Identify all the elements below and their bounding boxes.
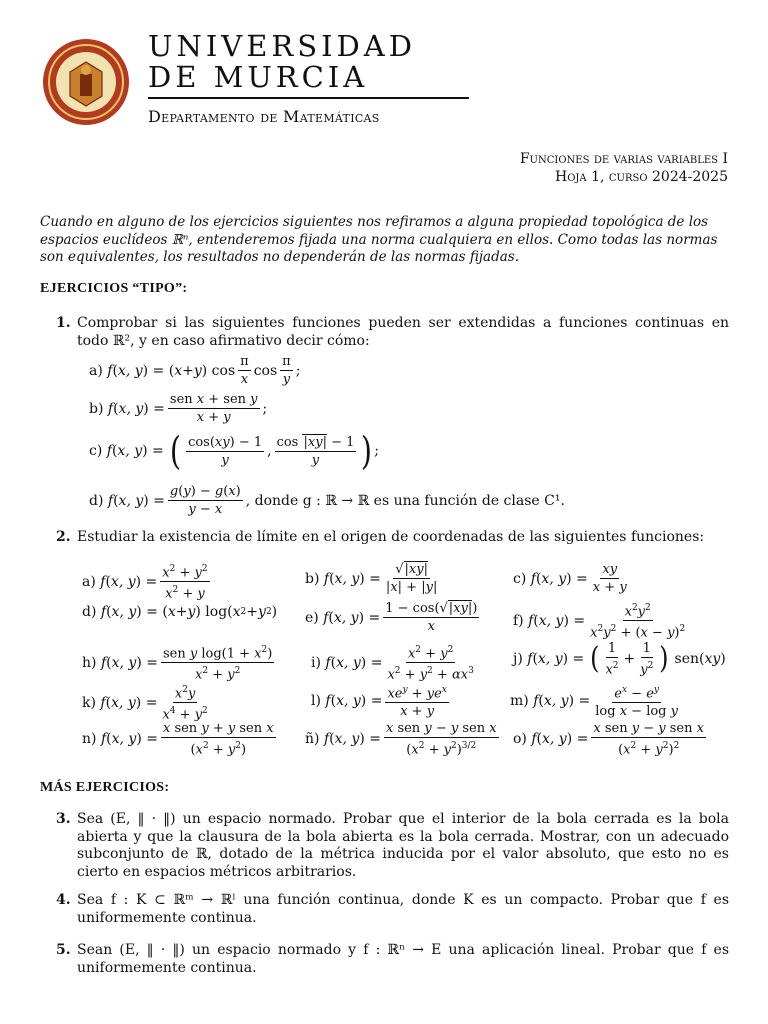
formula-2c: c) f ( x, y ) = $\frac{xy}{x + y}$	[513, 562, 627, 595]
exercise-statement: Estudiar la existencia de límite en el origen de coordenadas de las siguientes funciones:	[77, 529, 705, 545]
formula-1c: c) f ( x, y ) = ( $\frac{\cos(xy) - 1}{y}$ , $\frac{\cos |xy| - 1}{y}$ ) ;	[89, 429, 379, 473]
formula-2j: j) f ( x, y ) = ( $\frac{1}{x^2}$ + $\frac{1}{y^2}$ ) sen( xy )	[513, 641, 726, 678]
exercise-number: 5.	[56, 942, 71, 958]
formula-2d: d) f ( x, y ) = ( x + y ) log( x 2 + y 2 )	[82, 604, 278, 620]
formula-2h: h) f ( x, y ) = $\frac{sen y \log(1 + x^2)}{x^2 + y^2}$	[82, 645, 273, 683]
exercise-number: 1.	[56, 315, 71, 331]
exercise-number: 4.	[56, 892, 71, 908]
exercise-statement: Comprobar si las siguientes funciones pueden ser extendidas a funciones continuas en todo ℝ², y en caso afirmativo decir cómo:	[77, 315, 729, 349]
formula-2o: o) f ( x, y ) = $\frac{\text{x sen y − y sen x}}{(x^2 + y^2)^2}$	[513, 721, 704, 758]
university-name: UNIVERSIDAD DE MURCIA	[148, 29, 416, 94]
department-name: Departamento de Matemáticas	[148, 107, 380, 126]
exercise-statement: Sea f : K ⊂ ℝᵐ → ℝˡ una función continua, donde K es un compacto. Probar que f es uniformemente continua.	[77, 892, 729, 926]
intro-paragraph: Cuando en alguno de los ejercicios siguientes nos refiramos a alguna propiedad topológica de los espacios euclídeos ℝⁿ, entenderemos fijada una norma cualquiera en ellos. Como todas las normas son equivalentes, los resultados no dependerán de las normas fijadas.	[40, 214, 718, 265]
exercise-statement: Sea (E, ‖ · ‖) un espacio normado. Probar que el interior de la bola cerrada es la bola abierta y que la clausura de la bola abierta es la bola cerrada. Mostrar, con un adecuado subconjunto de ℝ, dotado de la métrica inducida por el valor absoluto, que esto no es cierto en espacios métricos arbitrarios.	[77, 811, 729, 880]
section-mas: MÁS EJERCICIOS:	[40, 780, 170, 795]
formula-1b: b) f ( x, y ) = $\frac{\text{sen x + sen y}}{x + y}$ ;	[89, 392, 268, 425]
formula-2l: l) f ( x, y ) = $\frac{xe^y + ye^x}{x + y}$	[311, 685, 447, 720]
formula-2k: k) f ( x, y ) = $\frac{x^2y}{x^4 + y^2}$	[82, 685, 208, 723]
exercise-number: 3.	[56, 811, 71, 827]
formula-2m: m) f ( x, y ) = $\frac{e^x - e^y}{\text{log x − log y}}$	[510, 685, 678, 720]
section-tipo: EJERCICIOS “TIPO”:	[40, 281, 188, 296]
formula-1d: d) f ( x, y ) = $\frac{g(y) - g(x)}{y - x}$ , donde g : ℝ → ℝ es una función de clase C¹.	[89, 484, 565, 517]
formula-1a: a) f ( x, y ) = ( x + y ) cos $\frac{\pi}{x}$ cos $\frac{\pi}{y}$ ;	[89, 354, 301, 387]
header-rule	[148, 97, 469, 99]
university-seal-logo	[42, 38, 130, 126]
formula-2f: f) f ( x, y ) = $\frac{x^2y^2}{x^2y^2 + (x - y)^2}$	[513, 603, 686, 641]
exercise-number: 2.	[56, 529, 71, 545]
formula-2b: b) f ( x, y ) = $\frac{√|xy|}{|x| + |y|}$	[305, 562, 438, 595]
formula-2a: a) f ( x, y ) = $\frac{x^2 + y^2}{x^2 + y}$	[82, 564, 208, 602]
formula-2enye: ñ) f ( x, y ) = $\frac{\text{x sen y − y sen x}}{(x^2 + y^2)^{3/2}}$	[305, 721, 497, 758]
formula-2n: n) f ( x, y ) = $\frac{\text{x sen y + y sen x}}{(x^2 + y^2)}$	[82, 721, 274, 758]
formula-2e: e) f ( x, y ) = $\frac{1 - \cos(√|xy|)}{x}$	[305, 601, 478, 634]
exercise-statement: Sean (E, ‖ · ‖) un espacio normado y f : ℝⁿ → E una aplicación lineal. Probar que f es uniformemente continua.	[77, 942, 729, 976]
course-info: Funciones de varias variables I Hoja 1, curso 2024-2025	[519, 151, 728, 185]
formula-2i: i) f ( x, y ) = $\frac{x^2 + y^2}{x^2 + y^2 + \alpha x^3}$	[311, 645, 474, 683]
